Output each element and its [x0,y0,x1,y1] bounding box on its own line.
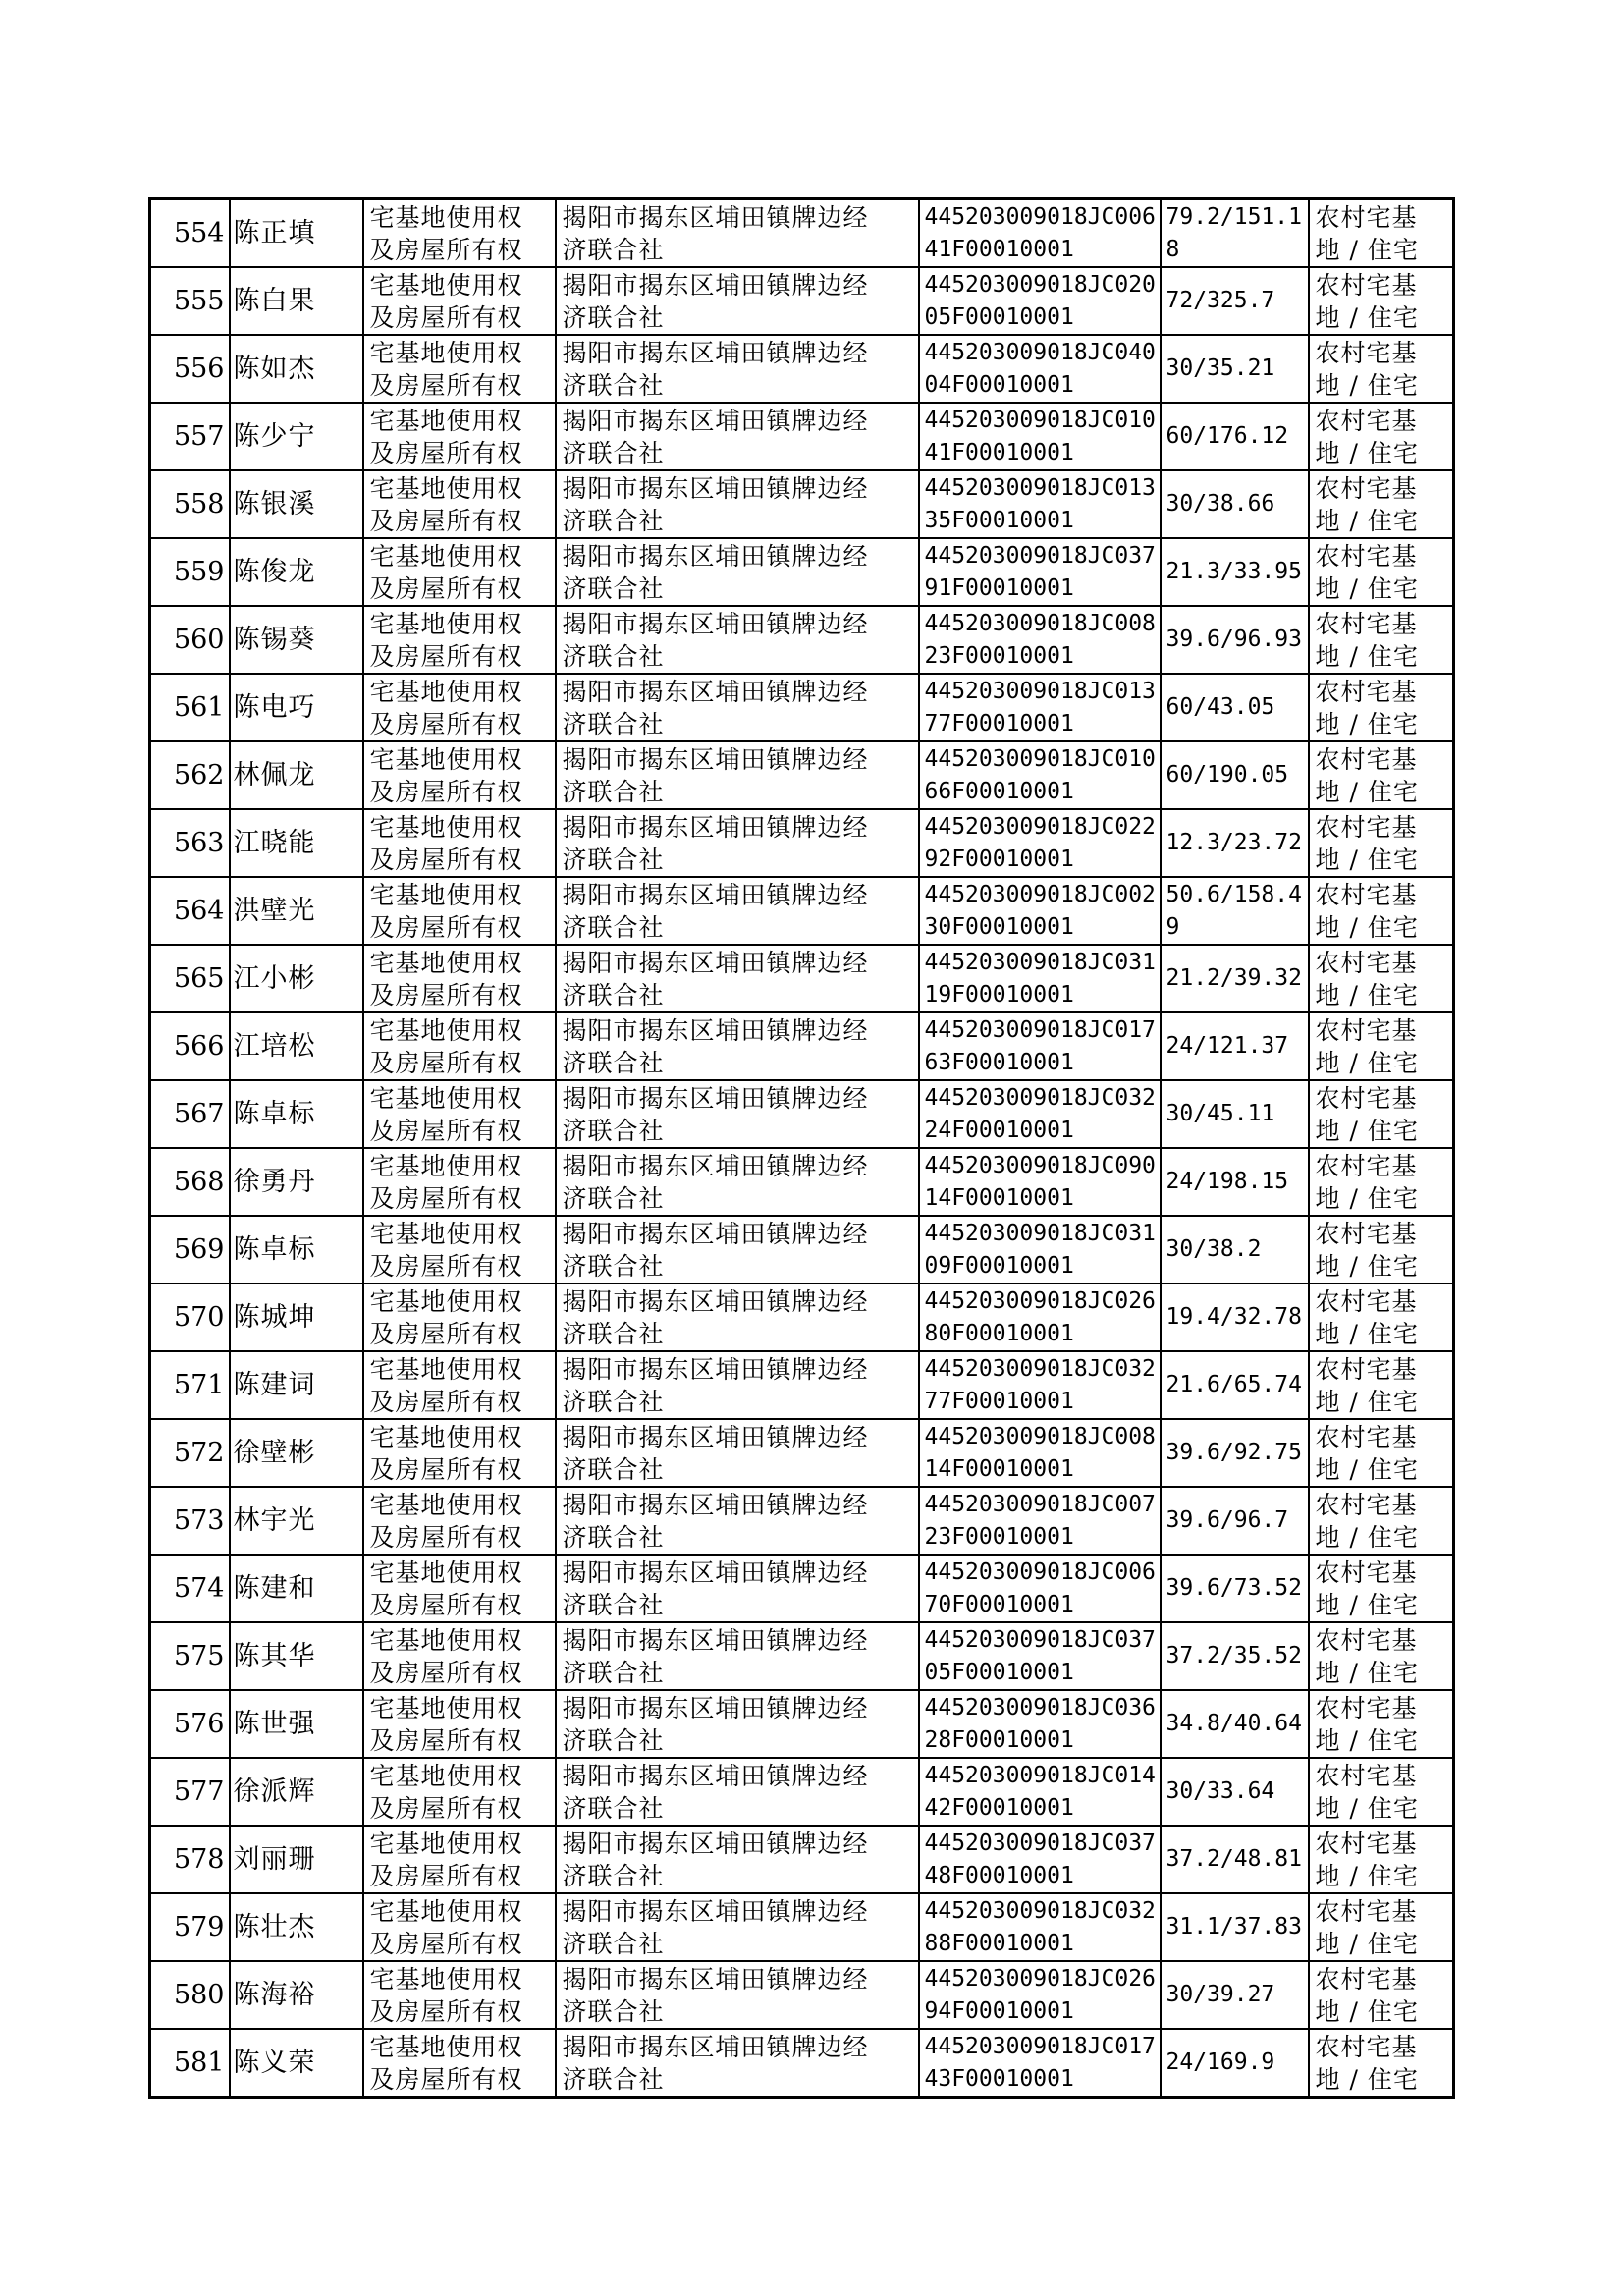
collective-organization: 揭阳市揭东区埔田镇牌边经 济联合社 [556,199,919,268]
row-number: 572 [150,1419,230,1487]
unit-code: 445203009018JC03288F00010001 [919,1893,1161,1961]
owner-name: 江小彬 [230,945,363,1012]
owner-name: 陈如杰 [230,335,363,403]
area-value: 39.6/73.52 [1161,1555,1309,1622]
unit-code: 445203009018JC00814F00010001 [919,1419,1161,1487]
area-value: 24/198.15 [1161,1148,1309,1216]
row-number: 563 [150,809,230,877]
owner-name: 陈壮杰 [230,1893,363,1961]
land-use: 农村宅基 地 / 住宅 [1309,1622,1454,1690]
unit-code: 445203009018JC03277F00010001 [919,1351,1161,1419]
unit-code: 445203009018JC00723F00010001 [919,1487,1161,1555]
land-use: 农村宅基 地 / 住宅 [1309,1216,1454,1284]
table-row [150,945,1454,1012]
collective-organization: 揭阳市揭东区埔田镇牌边经 济联合社 [556,945,919,1012]
right-type: 宅基地使用权 及房屋所有权 [363,538,556,606]
table-row [150,1148,1454,1216]
owner-name: 江晓能 [230,809,363,877]
area-value: 60/176.12 [1161,403,1309,470]
owner-name: 陈少宁 [230,403,363,470]
owner-name: 陈俊龙 [230,538,363,606]
unit-code: 445203009018JC02680F00010001 [919,1284,1161,1351]
collective-organization: 揭阳市揭东区埔田镇牌边经 济联合社 [556,877,919,945]
unit-code: 445203009018JC01335F00010001 [919,470,1161,538]
owner-name: 陈卓标 [230,1216,363,1284]
table-row [150,538,1454,606]
owner-name: 徐派辉 [230,1758,363,1826]
land-use: 农村宅基 地 / 住宅 [1309,1826,1454,1893]
unit-code: 445203009018JC03748F00010001 [919,1826,1161,1893]
owner-name: 陈世强 [230,1690,363,1758]
land-use: 农村宅基 地 / 住宅 [1309,1284,1454,1351]
right-type: 宅基地使用权 及房屋所有权 [363,1148,556,1216]
row-number: 555 [150,267,230,335]
collective-organization: 揭阳市揭东区埔田镇牌边经 济联合社 [556,1148,919,1216]
right-type: 宅基地使用权 及房屋所有权 [363,2029,556,2098]
row-number: 581 [150,2029,230,2098]
collective-organization: 揭阳市揭东区埔田镇牌边经 济联合社 [556,538,919,606]
table-row [150,1690,1454,1758]
area-value: 37.2/35.52 [1161,1622,1309,1690]
unit-code: 445203009018JC04004F00010001 [919,335,1161,403]
area-value: 12.3/23.72 [1161,809,1309,877]
collective-organization: 揭阳市揭东区埔田镇牌边经 济联合社 [556,741,919,809]
unit-code: 445203009018JC09014F00010001 [919,1148,1161,1216]
unit-code: 445203009018JC01442F00010001 [919,1758,1161,1826]
collective-organization: 揭阳市揭东区埔田镇牌边经 济联合社 [556,1216,919,1284]
table-row [150,1758,1454,1826]
area-value: 31.1/37.83 [1161,1893,1309,1961]
collective-organization: 揭阳市揭东区埔田镇牌边经 济联合社 [556,335,919,403]
land-use: 农村宅基 地 / 住宅 [1309,1080,1454,1148]
owner-name: 徐勇丹 [230,1148,363,1216]
unit-code: 445203009018JC01763F00010001 [919,1012,1161,1080]
owner-name: 陈海裕 [230,1961,363,2029]
collective-organization: 揭阳市揭东区埔田镇牌边经 济联合社 [556,1419,919,1487]
land-use: 农村宅基 地 / 住宅 [1309,674,1454,741]
right-type: 宅基地使用权 及房屋所有权 [363,335,556,403]
table-row [150,1012,1454,1080]
right-type: 宅基地使用权 及房屋所有权 [363,809,556,877]
unit-code: 445203009018JC01377F00010001 [919,674,1161,741]
table-row [150,1419,1454,1487]
row-number: 562 [150,741,230,809]
unit-code: 445203009018JC00670F00010001 [919,1555,1161,1622]
row-number: 578 [150,1826,230,1893]
row-number: 564 [150,877,230,945]
table-row [150,809,1454,877]
owner-name: 陈卓标 [230,1080,363,1148]
row-number: 568 [150,1148,230,1216]
collective-organization: 揭阳市揭东区埔田镇牌边经 济联合社 [556,1690,919,1758]
row-number: 571 [150,1351,230,1419]
land-use: 农村宅基 地 / 住宅 [1309,1961,1454,2029]
area-value: 30/39.27 [1161,1961,1309,2029]
land-use: 农村宅基 地 / 住宅 [1309,335,1454,403]
table-row [150,1893,1454,1961]
unit-code: 445203009018JC02005F00010001 [919,267,1161,335]
table-row [150,403,1454,470]
land-use: 农村宅基 地 / 住宅 [1309,538,1454,606]
area-value: 50.6/158.49 [1161,877,1309,945]
table-row [150,335,1454,403]
area-value: 37.2/48.81 [1161,1826,1309,1893]
table-row [150,1284,1454,1351]
area-value: 30/33.64 [1161,1758,1309,1826]
unit-code: 445203009018JC00230F00010001 [919,877,1161,945]
area-value: 60/43.05 [1161,674,1309,741]
right-type: 宅基地使用权 及房屋所有权 [363,1080,556,1148]
right-type: 宅基地使用权 及房屋所有权 [363,1351,556,1419]
collective-organization: 揭阳市揭东区埔田镇牌边经 济联合社 [556,1758,919,1826]
unit-code: 445203009018JC03119F00010001 [919,945,1161,1012]
collective-organization: 揭阳市揭东区埔田镇牌边经 济联合社 [556,1622,919,1690]
table-body [150,199,1454,2098]
area-value: 39.6/92.75 [1161,1419,1309,1487]
row-number: 559 [150,538,230,606]
table-row [150,877,1454,945]
land-use: 农村宅基 地 / 住宅 [1309,1148,1454,1216]
row-number: 569 [150,1216,230,1284]
collective-organization: 揭阳市揭东区埔田镇牌边经 济联合社 [556,2029,919,2098]
owner-name: 陈正填 [230,199,363,268]
area-value: 24/169.9 [1161,2029,1309,2098]
unit-code: 445203009018JC02292F00010001 [919,809,1161,877]
land-use: 农村宅基 地 / 住宅 [1309,1012,1454,1080]
collective-organization: 揭阳市揭东区埔田镇牌边经 济联合社 [556,1284,919,1351]
right-type: 宅基地使用权 及房屋所有权 [363,1012,556,1080]
collective-organization: 揭阳市揭东区埔田镇牌边经 济联合社 [556,1012,919,1080]
land-use: 农村宅基 地 / 住宅 [1309,741,1454,809]
row-number: 554 [150,199,230,268]
row-number: 576 [150,1690,230,1758]
row-number: 560 [150,606,230,674]
owner-name: 陈义荣 [230,2029,363,2098]
area-value: 30/35.21 [1161,335,1309,403]
area-value: 30/38.66 [1161,470,1309,538]
area-value: 79.2/151.18 [1161,199,1309,268]
collective-organization: 揭阳市揭东区埔田镇牌边经 济联合社 [556,403,919,470]
right-type: 宅基地使用权 及房屋所有权 [363,1555,556,1622]
table-row [150,1216,1454,1284]
land-use: 农村宅基 地 / 住宅 [1309,1555,1454,1622]
right-type: 宅基地使用权 及房屋所有权 [363,1216,556,1284]
table-row [150,1080,1454,1148]
right-type: 宅基地使用权 及房屋所有权 [363,674,556,741]
right-type: 宅基地使用权 及房屋所有权 [363,403,556,470]
owner-name: 林佩龙 [230,741,363,809]
table-row [150,606,1454,674]
area-value: 30/45.11 [1161,1080,1309,1148]
right-type: 宅基地使用权 及房屋所有权 [363,945,556,1012]
row-number: 567 [150,1080,230,1148]
right-type: 宅基地使用权 及房屋所有权 [363,470,556,538]
land-use: 农村宅基 地 / 住宅 [1309,1690,1454,1758]
owner-name: 陈白果 [230,267,363,335]
owner-name: 江培松 [230,1012,363,1080]
right-type: 宅基地使用权 及房屋所有权 [363,1961,556,2029]
unit-code: 445203009018JC03109F00010001 [919,1216,1161,1284]
area-value: 39.6/96.93 [1161,606,1309,674]
unit-code: 445203009018JC03628F00010001 [919,1690,1161,1758]
row-number: 561 [150,674,230,741]
row-number: 556 [150,335,230,403]
row-number: 575 [150,1622,230,1690]
right-type: 宅基地使用权 及房屋所有权 [363,1690,556,1758]
land-use: 农村宅基 地 / 住宅 [1309,606,1454,674]
area-value: 21.2/39.32 [1161,945,1309,1012]
table-row [150,1826,1454,1893]
unit-code: 445203009018JC01743F00010001 [919,2029,1161,2098]
collective-organization: 揭阳市揭东区埔田镇牌边经 济联合社 [556,1893,919,1961]
right-type: 宅基地使用权 及房屋所有权 [363,267,556,335]
owner-name: 陈城坤 [230,1284,363,1351]
land-use: 农村宅基 地 / 住宅 [1309,945,1454,1012]
land-use: 农村宅基 地 / 住宅 [1309,809,1454,877]
land-use: 农村宅基 地 / 住宅 [1309,1893,1454,1961]
table-row [150,267,1454,335]
unit-code: 445203009018JC01066F00010001 [919,741,1161,809]
owner-name: 刘丽珊 [230,1826,363,1893]
collective-organization: 揭阳市揭东区埔田镇牌边经 济联合社 [556,1080,919,1148]
owner-name: 陈建和 [230,1555,363,1622]
collective-organization: 揭阳市揭东区埔田镇牌边经 济联合社 [556,1555,919,1622]
table-row [150,674,1454,741]
row-number: 570 [150,1284,230,1351]
area-value: 60/190.05 [1161,741,1309,809]
row-number: 573 [150,1487,230,1555]
row-number: 574 [150,1555,230,1622]
owner-name: 陈银溪 [230,470,363,538]
right-type: 宅基地使用权 及房屋所有权 [363,1758,556,1826]
owner-name: 陈锡葵 [230,606,363,674]
table-row [150,1622,1454,1690]
table-row [150,199,1454,268]
owner-name: 林宇光 [230,1487,363,1555]
land-use: 农村宅基 地 / 住宅 [1309,1487,1454,1555]
land-use: 农村宅基 地 / 住宅 [1309,1758,1454,1826]
owner-name: 徐壁彬 [230,1419,363,1487]
table-row [150,470,1454,538]
row-number: 577 [150,1758,230,1826]
land-use: 农村宅基 地 / 住宅 [1309,267,1454,335]
table-row [150,1487,1454,1555]
land-use: 农村宅基 地 / 住宅 [1309,2029,1454,2098]
right-type: 宅基地使用权 及房屋所有权 [363,1893,556,1961]
right-type: 宅基地使用权 及房屋所有权 [363,1284,556,1351]
unit-code: 445203009018JC03791F00010001 [919,538,1161,606]
land-use: 农村宅基 地 / 住宅 [1309,1351,1454,1419]
right-type: 宅基地使用权 及房屋所有权 [363,877,556,945]
collective-organization: 揭阳市揭东区埔田镇牌边经 济联合社 [556,1351,919,1419]
table-row [150,741,1454,809]
table-row [150,2029,1454,2098]
row-number: 557 [150,403,230,470]
land-use: 农村宅基 地 / 住宅 [1309,1419,1454,1487]
collective-organization: 揭阳市揭东区埔田镇牌边经 济联合社 [556,470,919,538]
area-value: 30/38.2 [1161,1216,1309,1284]
right-type: 宅基地使用权 及房屋所有权 [363,741,556,809]
unit-code: 445203009018JC02694F00010001 [919,1961,1161,2029]
unit-code: 445203009018JC03224F00010001 [919,1080,1161,1148]
unit-code: 445203009018JC00641F00010001 [919,199,1161,268]
land-use: 农村宅基 地 / 住宅 [1309,403,1454,470]
collective-organization: 揭阳市揭东区埔田镇牌边经 济联合社 [556,1826,919,1893]
owner-name: 陈其华 [230,1622,363,1690]
row-number: 580 [150,1961,230,2029]
right-type: 宅基地使用权 及房屋所有权 [363,1419,556,1487]
area-value: 72/325.7 [1161,267,1309,335]
area-value: 21.6/65.74 [1161,1351,1309,1419]
owner-name: 洪壁光 [230,877,363,945]
row-number: 558 [150,470,230,538]
owner-name: 陈电巧 [230,674,363,741]
unit-code: 445203009018JC00823F00010001 [919,606,1161,674]
row-number: 579 [150,1893,230,1961]
collective-organization: 揭阳市揭东区埔田镇牌边经 济联合社 [556,267,919,335]
table-row [150,1351,1454,1419]
area-value: 24/121.37 [1161,1012,1309,1080]
unit-code: 445203009018JC01041F00010001 [919,403,1161,470]
land-use: 农村宅基 地 / 住宅 [1309,470,1454,538]
right-type: 宅基地使用权 及房屋所有权 [363,1622,556,1690]
collective-organization: 揭阳市揭东区埔田镇牌边经 济联合社 [556,606,919,674]
collective-organization: 揭阳市揭东区埔田镇牌边经 济联合社 [556,674,919,741]
right-type: 宅基地使用权 及房屋所有权 [363,1487,556,1555]
area-value: 34.8/40.64 [1161,1690,1309,1758]
area-value: 19.4/32.78 [1161,1284,1309,1351]
table-row [150,1961,1454,2029]
area-value: 39.6/96.7 [1161,1487,1309,1555]
right-type: 宅基地使用权 及房屋所有权 [363,199,556,268]
table-row [150,1555,1454,1622]
land-use: 农村宅基 地 / 住宅 [1309,199,1454,268]
collective-organization: 揭阳市揭东区埔田镇牌边经 济联合社 [556,809,919,877]
collective-organization: 揭阳市揭东区埔田镇牌边经 济联合社 [556,1961,919,2029]
row-number: 565 [150,945,230,1012]
area-value: 21.3/33.95 [1161,538,1309,606]
registry-table [148,197,1455,2099]
row-number: 566 [150,1012,230,1080]
right-type: 宅基地使用权 及房屋所有权 [363,1826,556,1893]
land-use: 农村宅基 地 / 住宅 [1309,877,1454,945]
right-type: 宅基地使用权 及房屋所有权 [363,606,556,674]
collective-organization: 揭阳市揭东区埔田镇牌边经 济联合社 [556,1487,919,1555]
unit-code: 445203009018JC03705F00010001 [919,1622,1161,1690]
owner-name: 陈建词 [230,1351,363,1419]
